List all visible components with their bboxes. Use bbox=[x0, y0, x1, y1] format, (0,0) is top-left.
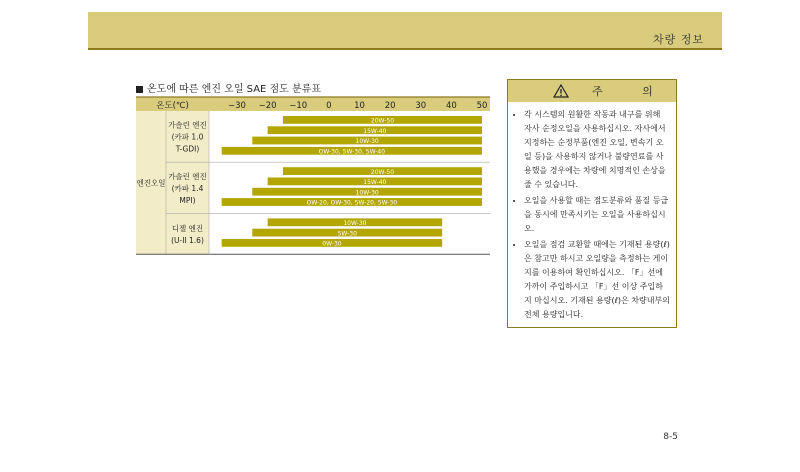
engine-name-line: 가솔린 엔진 bbox=[168, 120, 207, 130]
bar-label: 15W-40 bbox=[363, 179, 387, 187]
bar-label: 5W-30 bbox=[337, 230, 357, 238]
bar-label: 10W-30 bbox=[355, 189, 379, 197]
bar-label: 15W-40 bbox=[363, 127, 387, 135]
caution-item: • 오일을 사용할 때는 점도분류와 품질 등급을 동시에 만족시키는 오일을 사용하십시오. bbox=[524, 194, 670, 236]
caution-header bbox=[508, 80, 676, 102]
axis-title: 온도(℃) bbox=[156, 101, 189, 111]
caution-box bbox=[507, 79, 677, 328]
engine-name-line: 디젤 엔진 bbox=[171, 223, 204, 233]
chapter-title: 차량 정보 bbox=[652, 33, 704, 46]
tick-label: 30 bbox=[415, 101, 427, 111]
caution-list bbox=[508, 108, 676, 322]
bar-label: 20W-50 bbox=[370, 117, 395, 125]
engine-name-line: T-GDI) bbox=[175, 144, 200, 154]
warning-icon bbox=[553, 84, 569, 98]
engine-name-line: (카파 1.4 bbox=[171, 183, 204, 193]
caution-title: 주 의 bbox=[592, 85, 671, 98]
chart-header-row bbox=[136, 97, 490, 111]
tick-label: −20 bbox=[258, 101, 277, 111]
tick-label: 0 bbox=[326, 101, 332, 111]
bar-label: 0W-30 bbox=[322, 240, 342, 248]
tick-label: 50 bbox=[476, 101, 488, 111]
tick-label: −10 bbox=[289, 101, 308, 111]
tick-label: 40 bbox=[445, 101, 457, 111]
tick-label: 20 bbox=[384, 101, 396, 111]
bar-label: OW-30, 5W-30, 5W-40 bbox=[318, 148, 386, 156]
engine-name-line: MPI) bbox=[179, 195, 196, 205]
bar-label: 10W-30 bbox=[343, 220, 367, 227]
tick-label: −30 bbox=[228, 101, 246, 111]
caution-item: • 각 시스템의 원활한 작동과 내구를 위해 자사 순정오일을 사용하십시오. 자사에서 지정하는 순정부품(엔진 오일, 변속기 오일 등)을 사용하지 않거나 불량연료를 사용했을 경우에는 차량에 치명적인 손상을 줄 수 있습니다. bbox=[524, 108, 670, 192]
engine-name-line: 가솔린 엔진 bbox=[168, 171, 207, 181]
caution-item: • 오일을 점검 교환할 때에는 기재된 용량(ℓ)은 참고만 하시고 오일량을 측정하는 게이지를 이용하여 확인하십시오. 「F」선에 가까이 주입하시고 「F」선 이상 주입하지 마십시오. 기재된 용량(ℓ)은 차량내부의 전체 용량입니다. bbox=[524, 238, 670, 322]
tick-label: 10 bbox=[354, 101, 365, 111]
engine-oil-label: 엔진오일 bbox=[136, 178, 166, 188]
page-number: 8-5 bbox=[663, 432, 678, 442]
bar-label: 20W-50 bbox=[370, 168, 395, 176]
bar-label: 10W-30 bbox=[355, 138, 379, 146]
section-title: 온도에 따른 엔진 오일 SAE 점도 분류표 bbox=[147, 84, 322, 95]
engine-name-line: (U-II 1.6) bbox=[171, 235, 204, 245]
bar-label: OW-20, OW-30, 5W-20, 5W-30 bbox=[306, 199, 398, 207]
viscosity-chart bbox=[0, 0, 500, 260]
engine-name-line: (카파 1.0 bbox=[171, 132, 204, 142]
